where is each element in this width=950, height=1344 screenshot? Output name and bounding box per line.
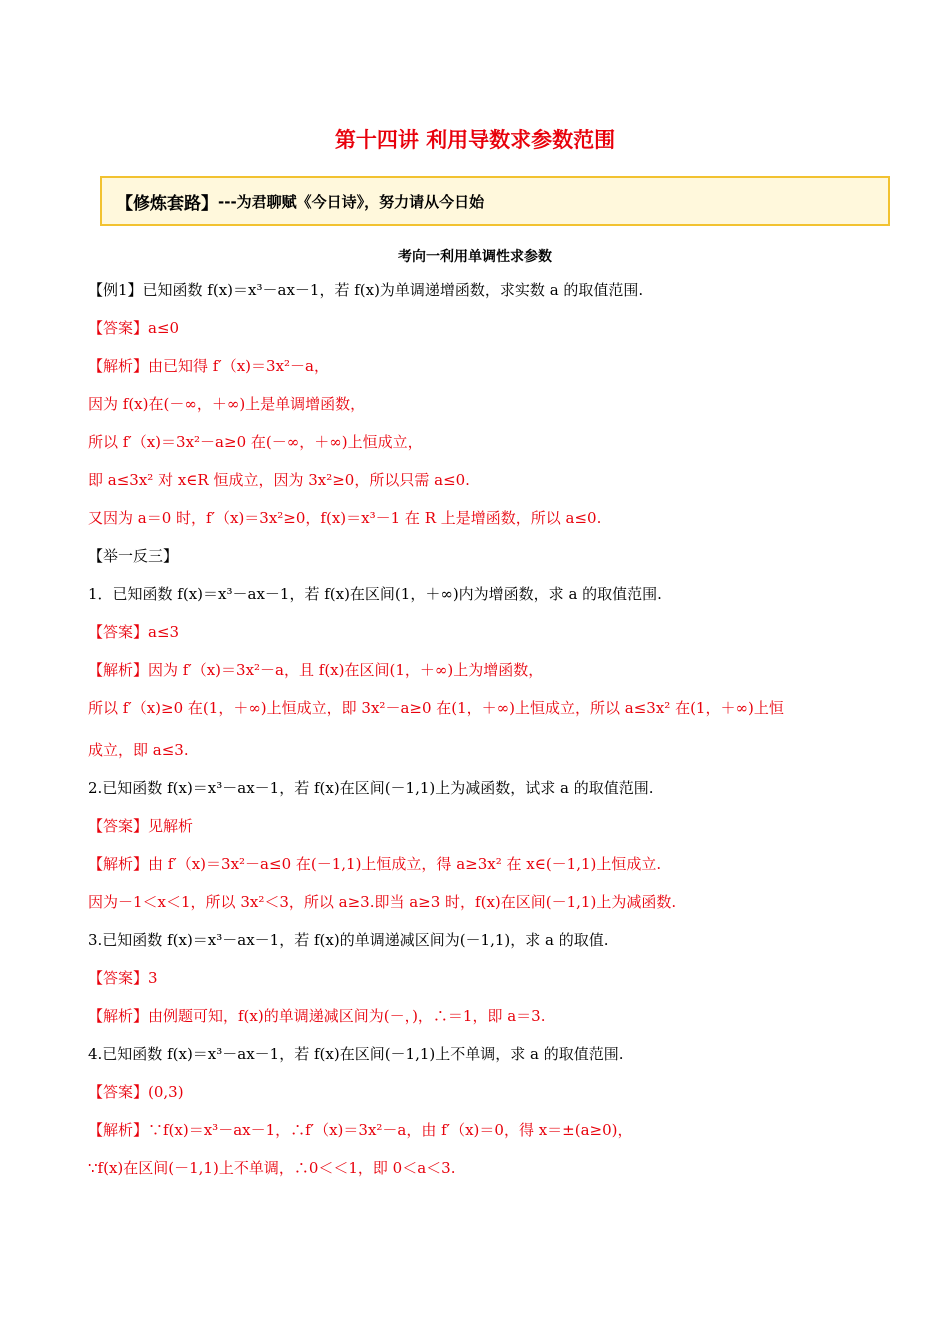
analysis-line: 成立，即 a≤3.	[88, 741, 189, 759]
analysis-line: 又因为 a＝0 时，f′（x)＝3x²≥0，f(x)＝x³－1 在 R 上是增函数，所以 a≤0.	[88, 509, 602, 527]
answer-line: 【答案】(0,3)	[88, 1083, 184, 1101]
example-question: 【例1】已知函数 f(x)＝x³－ax－1，若 f(x)为单调递增函数，求实数 a 的取值范围.	[88, 281, 644, 299]
analysis-line: 即 a≤3x² 对 x∈R 恒成立，因为 3x²≥0，所以只需 a≤0.	[88, 471, 470, 489]
page-title: 第十四讲 利用导数求参数范围	[334, 128, 616, 152]
question-2: 2.已知函数 f(x)＝x³－ax－1，若 f(x)在区间(－1,1)上为减函数，试求 a 的取值范围.	[88, 779, 654, 797]
answer-line: 【答案】3	[88, 969, 158, 987]
question-4: 4.已知函数 f(x)＝x³－ax－1，若 f(x)在区间(－1,1)上不单调，求 a 的取值范围.	[88, 1045, 624, 1063]
analysis-line: 【解析】∵f(x)＝x³－ax－1，∴f′（x)＝3x²－a，由 f′（x)＝0，得 x＝±(a≥0)，	[88, 1121, 633, 1139]
analysis-line: 因为 f(x)在(－∞，＋∞)上是单调增函数，	[88, 395, 366, 413]
question-3: 3.已知函数 f(x)＝x³－ax－1，若 f(x)的单调递减区间为(－1,1)，求 a 的取值.	[88, 931, 609, 949]
analysis-line: ∵f(x)在区间(－1,1)上不单调，∴0＜＜1，即 0＜a＜3.	[88, 1159, 456, 1177]
analysis-line: 因为－1＜x＜1，所以 3x²＜3，所以 a≥3.即当 a≥3 时，f(x)在区间(－1,1)上为减函数.	[88, 893, 677, 911]
analysis-line: 【解析】因为 f′（x)＝3x²－a，且 f(x)在区间(1，＋∞)上为增函数，	[88, 661, 544, 679]
analysis-line: 【解析】由 f′（x)＝3x²－a≤0 在(－1,1)上恒成立，得 a≥3x² 在 x∈(－1,1)上恒成立.	[88, 855, 662, 873]
analysis-line: 【解析】由例题可知，f(x)的单调递减区间为(－，)，∴＝1，即 a＝3.	[88, 1007, 546, 1025]
banner-label: 【修炼套路】	[116, 193, 218, 214]
analysis-line: 【解析】由已知得 f′（x)＝3x²－a，	[88, 357, 329, 375]
question-1: 1．已知函数 f(x)＝x³－ax－1，若 f(x)在区间(1，＋∞)内为增函数，求 a 的取值范围.	[88, 585, 662, 603]
banner-text: ---为君聊赋《今日诗》，努力请从今日始	[218, 192, 485, 211]
tips-banner	[100, 176, 890, 226]
answer-line: 【答案】见解析	[88, 817, 194, 835]
answer-line: 【答案】a≤0	[88, 319, 180, 337]
analysis-line: 所以 f′（x)≥0 在(1，＋∞)上恒成立，即 3x²－a≥0 在(1，＋∞)上恒成立，所以 a≤3x² 在(1，＋∞)上恒	[88, 699, 784, 717]
answer-line: 【答案】a≤3	[88, 623, 180, 641]
practice-heading: 【举一反三】	[88, 547, 179, 565]
section-heading: 考向一利用单调性求参数	[398, 249, 552, 265]
analysis-line: 所以 f′（x)＝3x²－a≥0 在(－∞，＋∞)上恒成立，	[88, 433, 423, 451]
